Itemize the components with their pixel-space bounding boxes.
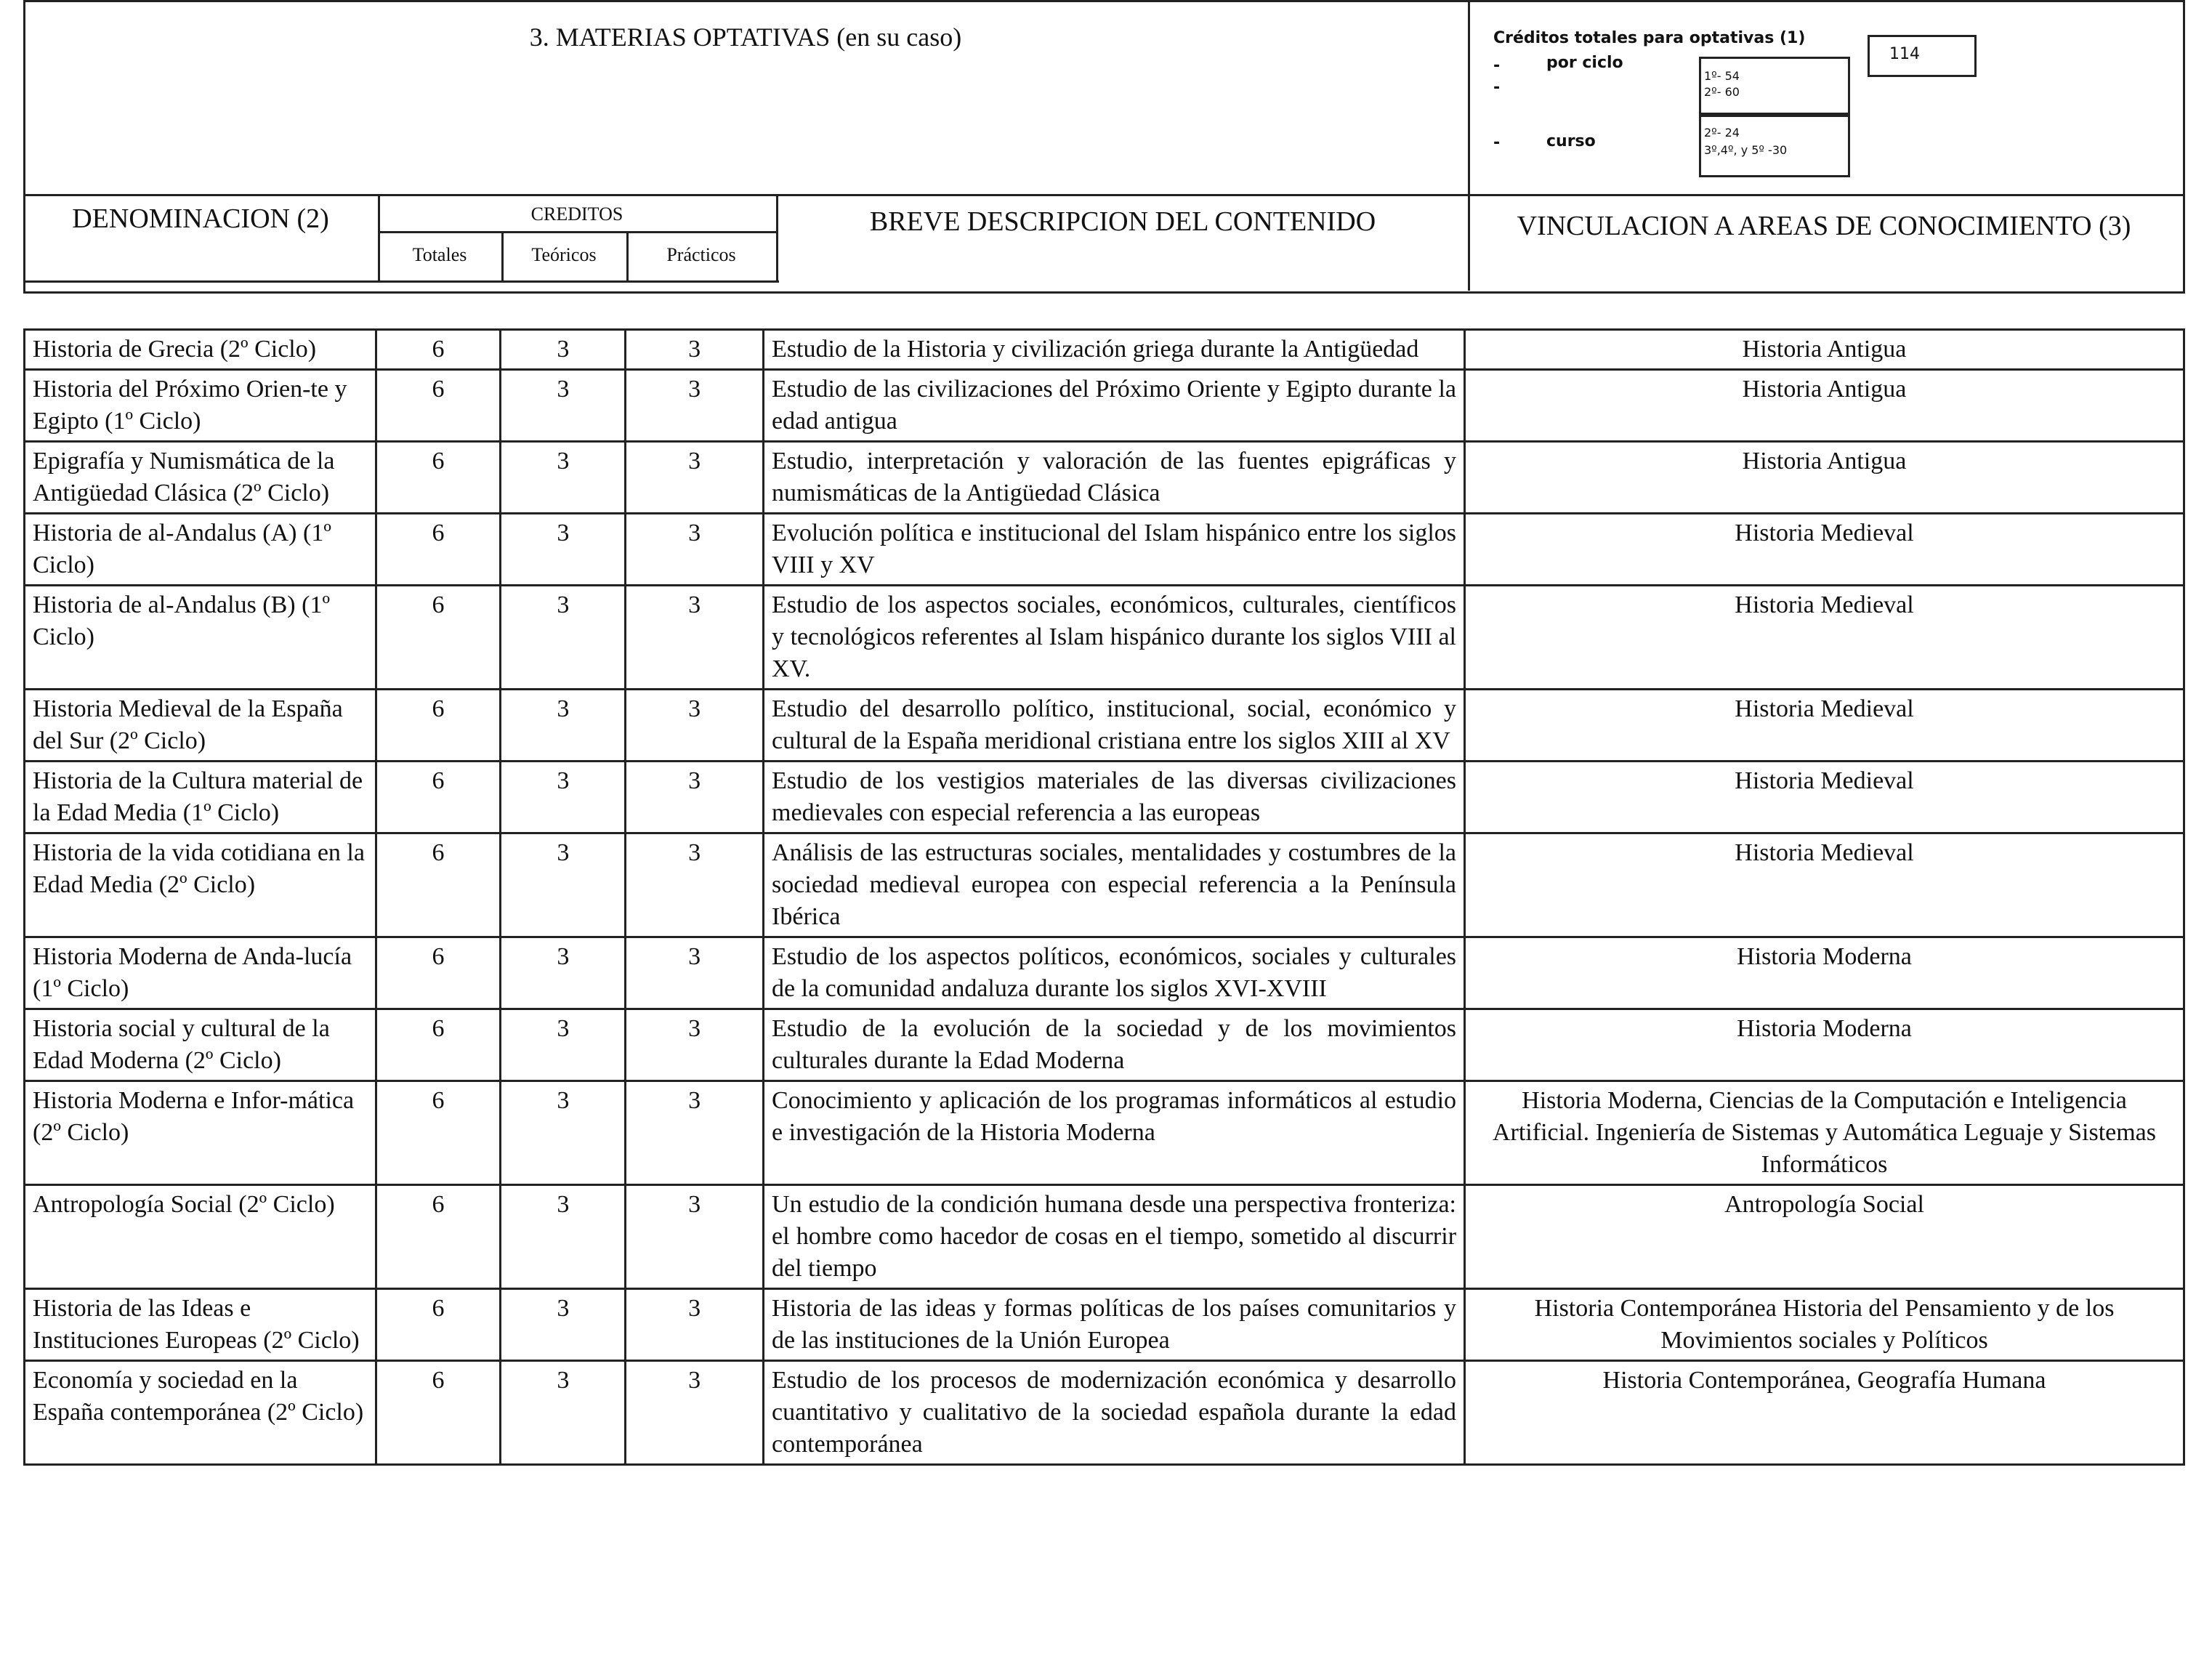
table-row — [25, 833, 2184, 937]
row-teoricos: 3 — [501, 1009, 626, 1081]
col-totales: Totales — [412, 244, 467, 265]
row-descripcion: Un estudio de la condición humana desde una perspectiva fronteriza: el hombre como hacedor de cosas en el tiempo, sometido al discurrir del tiempo — [764, 1185, 1465, 1289]
row-denominacion: Historia de Grecia (2º Ciclo) — [25, 330, 376, 370]
row-denominacion: Historia de la Cultura material de la Edad Media (1º Ciclo) — [25, 762, 376, 833]
row-practicos: 3 — [626, 1009, 764, 1081]
row-teoricos: 3 — [501, 442, 626, 514]
row-denominacion: Historia Moderna de Anda-lucía (1º Ciclo) — [25, 937, 376, 1009]
col-vinculacion: VINCULACION A AREAS DE CONOCIMIENTO (3) — [1517, 211, 2131, 241]
row-practicos: 3 — [626, 1289, 764, 1361]
row-teoricos: 3 — [501, 330, 626, 370]
col-descripcion: BREVE DESCRIPCION DEL CONTENIDO — [869, 206, 1376, 237]
row-practicos: 3 — [626, 330, 764, 370]
row-denominacion: Historia del Próximo Orien-te y Egipto (1º Ciclo) — [25, 370, 376, 442]
row-totales: 6 — [376, 690, 501, 762]
por-ciclo-value-2: 2º- 60 — [1704, 85, 1740, 99]
row-vinculacion: Historia Moderna — [1465, 1009, 2184, 1081]
row-descripcion: Estudio de los procesos de modernización económica y desarrollo cuantitativo y cualitativo de la sociedad española durante la edad contemporánea — [764, 1361, 1465, 1465]
curso-value-2: 3º,4º, y 5º -30 — [1704, 143, 1788, 157]
row-totales: 6 — [376, 1361, 501, 1465]
table-row — [25, 1289, 2184, 1361]
table-row — [25, 1361, 2184, 1465]
row-denominacion: Historia Moderna e Infor-mática (2º Ciclo) — [25, 1081, 376, 1185]
creditos-divider — [378, 231, 776, 233]
por-ciclo-label: por ciclo — [1546, 54, 1623, 72]
table-row — [25, 762, 2184, 833]
row-descripcion: Estudio del desarrollo político, institucional, social, económico y cultural de la España meridional cristiana entre los siglos XIII al XV — [764, 690, 1465, 762]
table-row — [25, 1185, 2184, 1289]
row-descripcion: Análisis de las estructuras sociales, mentalidades y costumbres de la sociedad medieval europea con especial referencia a la Península Ibérica — [764, 833, 1465, 937]
row-practicos: 3 — [626, 1185, 764, 1289]
row-vinculacion: Historia Antigua — [1465, 442, 2184, 514]
row-vinculacion: Historia Medieval — [1465, 762, 2184, 833]
row-teoricos: 3 — [501, 762, 626, 833]
row-practicos: 3 — [626, 762, 764, 833]
row-totales: 6 — [376, 442, 501, 514]
header-bottom-left — [23, 280, 779, 283]
row-descripcion: Conocimiento y aplicación de los programas informáticos al estudio e investigación de la Historia Moderna — [764, 1081, 1465, 1185]
table-row — [25, 514, 2184, 586]
row-descripcion: Estudio de la Historia y civilización griega durante la Antigüedad — [764, 330, 1465, 370]
row-practicos: 3 — [626, 514, 764, 586]
curso-value-1: 2º- 24 — [1704, 126, 1740, 140]
row-practicos: 3 — [626, 937, 764, 1009]
row-teoricos: 3 — [501, 1361, 626, 1465]
row-practicos: 3 — [626, 370, 764, 442]
table-row — [25, 1009, 2184, 1081]
row-denominacion: Historia Medieval de la España del Sur (2º Ciclo) — [25, 690, 376, 762]
row-totales: 6 — [376, 514, 501, 586]
row-totales: 6 — [376, 1185, 501, 1289]
row-denominacion: Historia de al-Andalus (B) (1º Ciclo) — [25, 586, 376, 690]
row-vinculacion: Historia Medieval — [1465, 586, 2184, 690]
row-vinculacion: Historia Antigua — [1465, 370, 2184, 442]
row-vinculacion: Historia Medieval — [1465, 690, 2184, 762]
creditos-totales-box — [1868, 35, 1977, 77]
row-vinculacion: Historia Moderna, Ciencias de la Computación e Inteligencia Artificial. Ingeniería de Sistemas y Automática Leguaje y Sistemas Informáticos — [1465, 1081, 2184, 1185]
row-denominacion: Antropología Social (2º Ciclo) — [25, 1185, 376, 1289]
row-descripcion: Estudio de las civilizaciones del Próximo Oriente y Egipto durante la edad antigua — [764, 370, 1465, 442]
row-practicos: 3 — [626, 1361, 764, 1465]
row-denominacion: Historia de la vida cotidiana en la Edad Media (2º Ciclo) — [25, 833, 376, 937]
row-vinculacion: Historia Moderna — [1465, 937, 2184, 1009]
row-practicos: 3 — [626, 833, 764, 937]
table-row — [25, 937, 2184, 1009]
row-totales: 6 — [376, 370, 501, 442]
table-row — [25, 442, 2184, 514]
row-teoricos: 3 — [501, 514, 626, 586]
row-descripcion: Estudio de los vestigios materiales de las diversas civilizaciones medievales con especial referencia a las europeas — [764, 762, 1465, 833]
row-teoricos: 3 — [501, 586, 626, 690]
table-row — [25, 370, 2184, 442]
row-descripcion: Historia de las ideas y formas políticas de los países comunitarios y de las instituciones de la Unión Europea — [764, 1289, 1465, 1361]
row-teoricos: 3 — [501, 833, 626, 937]
row-descripcion: Estudio, interpretación y valoración de las fuentes epigráficas y numismáticas de la Antigüedad Clásica — [764, 442, 1465, 514]
row-denominacion: Economía y sociedad en la España contemporánea (2º Ciclo) — [25, 1361, 376, 1465]
curso-label: curso — [1546, 132, 1596, 150]
row-teoricos: 3 — [501, 937, 626, 1009]
row-denominacion: Historia social y cultural de la Edad Moderna (2º Ciclo) — [25, 1009, 376, 1081]
curso-bullet: - — [1493, 134, 1501, 152]
col-denominacion: DENOMINACION (2) — [72, 203, 329, 234]
row-practicos: 3 — [626, 690, 764, 762]
row-totales: 6 — [376, 937, 501, 1009]
col-practicos: Prácticos — [666, 244, 736, 265]
por-ciclo-bullet-1: - — [1493, 57, 1501, 75]
row-vinculacion: Antropología Social — [1465, 1185, 2184, 1289]
row-descripcion: Estudio de la evolución de la sociedad y de los movimientos culturales durante la Edad Moderna — [764, 1009, 1465, 1081]
row-vinculacion: Historia Medieval — [1465, 514, 2184, 586]
table-row — [25, 586, 2184, 690]
row-teoricos: 3 — [501, 1289, 626, 1361]
materias-table — [23, 328, 2185, 1466]
row-teoricos: 3 — [501, 1081, 626, 1185]
row-vinculacion: Historia Contemporánea Historia del Pensamiento y de los Movimientos sociales y Políticos — [1465, 1289, 2184, 1361]
table-row — [25, 690, 2184, 762]
row-totales: 6 — [376, 833, 501, 937]
row-totales: 6 — [376, 330, 501, 370]
creditos-totales-value: 114 — [1889, 45, 1920, 63]
row-vinculacion: Historia Antigua — [1465, 330, 2184, 370]
row-totales: 6 — [376, 762, 501, 833]
row-vinculacion: Historia Contemporánea, Geografía Humana — [1465, 1361, 2184, 1465]
table-row — [25, 1081, 2184, 1185]
row-practicos: 3 — [626, 442, 764, 514]
row-vinculacion: Historia Medieval — [1465, 833, 2184, 937]
section-title: 3. MATERIAS OPTATIVAS (en su caso) — [529, 23, 962, 52]
row-practicos: 3 — [626, 586, 764, 690]
row-teoricos: 3 — [501, 370, 626, 442]
por-ciclo-bullet-2: - — [1493, 78, 1501, 97]
row-descripcion: Evolución política e institucional del Islam hispánico entre los siglos VIII y XV — [764, 514, 1465, 586]
col-teoricos: Teóricos — [531, 244, 597, 265]
row-denominacion: Historia de las Ideas e Instituciones Europeas (2º Ciclo) — [25, 1289, 376, 1361]
creditos-totales-label: Créditos totales para optativas (1) — [1493, 29, 1806, 47]
row-totales: 6 — [376, 1289, 501, 1361]
row-teoricos: 3 — [501, 690, 626, 762]
col-creditos: CREDITOS — [530, 203, 623, 225]
row-totales: 6 — [376, 586, 501, 690]
row-practicos: 3 — [626, 1081, 764, 1185]
por-ciclo-value-1: 1º- 54 — [1704, 69, 1740, 83]
row-totales: 6 — [376, 1081, 501, 1185]
row-descripcion: Estudio de los aspectos políticos, económicos, sociales y culturales de la comunidad andaluza durante los siglos XVI-XVIII — [764, 937, 1465, 1009]
row-denominacion: Epigrafía y Numismática de la Antigüedad Clásica (2º Ciclo) — [25, 442, 376, 514]
table-row — [25, 330, 2184, 370]
row-descripcion: Estudio de los aspectos sociales, económicos, culturales, científicos y tecnológicos referentes al Islam hispánico durante los siglos VIII al XV. — [764, 586, 1465, 690]
row-denominacion: Historia de al-Andalus (A) (1º Ciclo) — [25, 514, 376, 586]
row-totales: 6 — [376, 1009, 501, 1081]
row-teoricos: 3 — [501, 1185, 626, 1289]
